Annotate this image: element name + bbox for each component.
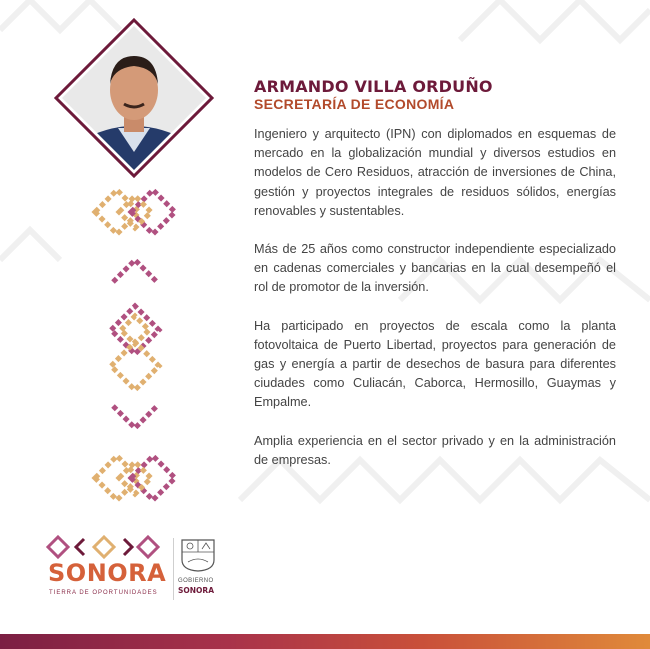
bio-paragraph: Más de 25 años como constructor independiente especializado en cadenas comerciales y bancarias en la cual desempeñó el rol de promotor de la inversión. — [254, 242, 616, 295]
chevron-down-deco — [113, 406, 157, 428]
gov-label-line1: GOBIERNO — [178, 578, 214, 584]
diamond-group-bottom — [95, 456, 175, 500]
portrait-photo — [54, 18, 214, 178]
biography — [254, 125, 616, 489]
state-crest-icon — [178, 538, 218, 572]
bio-paragraph: Ingeniero y arquitecto (IPN) con diplomados en esquemas de mercado en la globalización mundial y diversos estudios en modelos de Cero Residuos, atracción de inversiones de China, gestión y proyectos integrales de residuos sólidos, energías renovables y sustentables. — [254, 127, 616, 218]
diamond-group-middle — [111, 306, 159, 390]
portrait-frame — [54, 18, 214, 178]
sonora-logo — [44, 534, 224, 604]
gov-label-line2: SONORA — [178, 586, 215, 595]
diamond-group-top — [95, 190, 175, 234]
logo-wordmark: SONORA — [48, 559, 167, 587]
bottom-gradient-bar — [0, 634, 650, 649]
bio-paragraph: Ha participado en proyectos de escala como la planta fotovoltaica de Puerto Libertad, proyectos para generación de gas y energía a partir de desechos de basura para diferentes ciudades como Culiacán, Caborca, Hermosillo, Guaymas y Empalme. — [254, 318, 616, 410]
bio-paragraph: Amplia experiencia en el sector privado y en la administración de empresas. — [254, 433, 616, 467]
logo-tagline: TIERRA DE OPORTUNIDADES — [49, 590, 158, 596]
logo-divider — [173, 538, 174, 600]
decorative-diamond-column — [85, 180, 185, 515]
person-name: ARMANDO VILLA ORDUÑO — [254, 77, 493, 96]
person-role: SECRETARÍA DE ECONOMÍA — [254, 96, 455, 112]
chevron-up-deco — [113, 260, 157, 282]
logo-pattern-icon — [44, 534, 164, 560]
